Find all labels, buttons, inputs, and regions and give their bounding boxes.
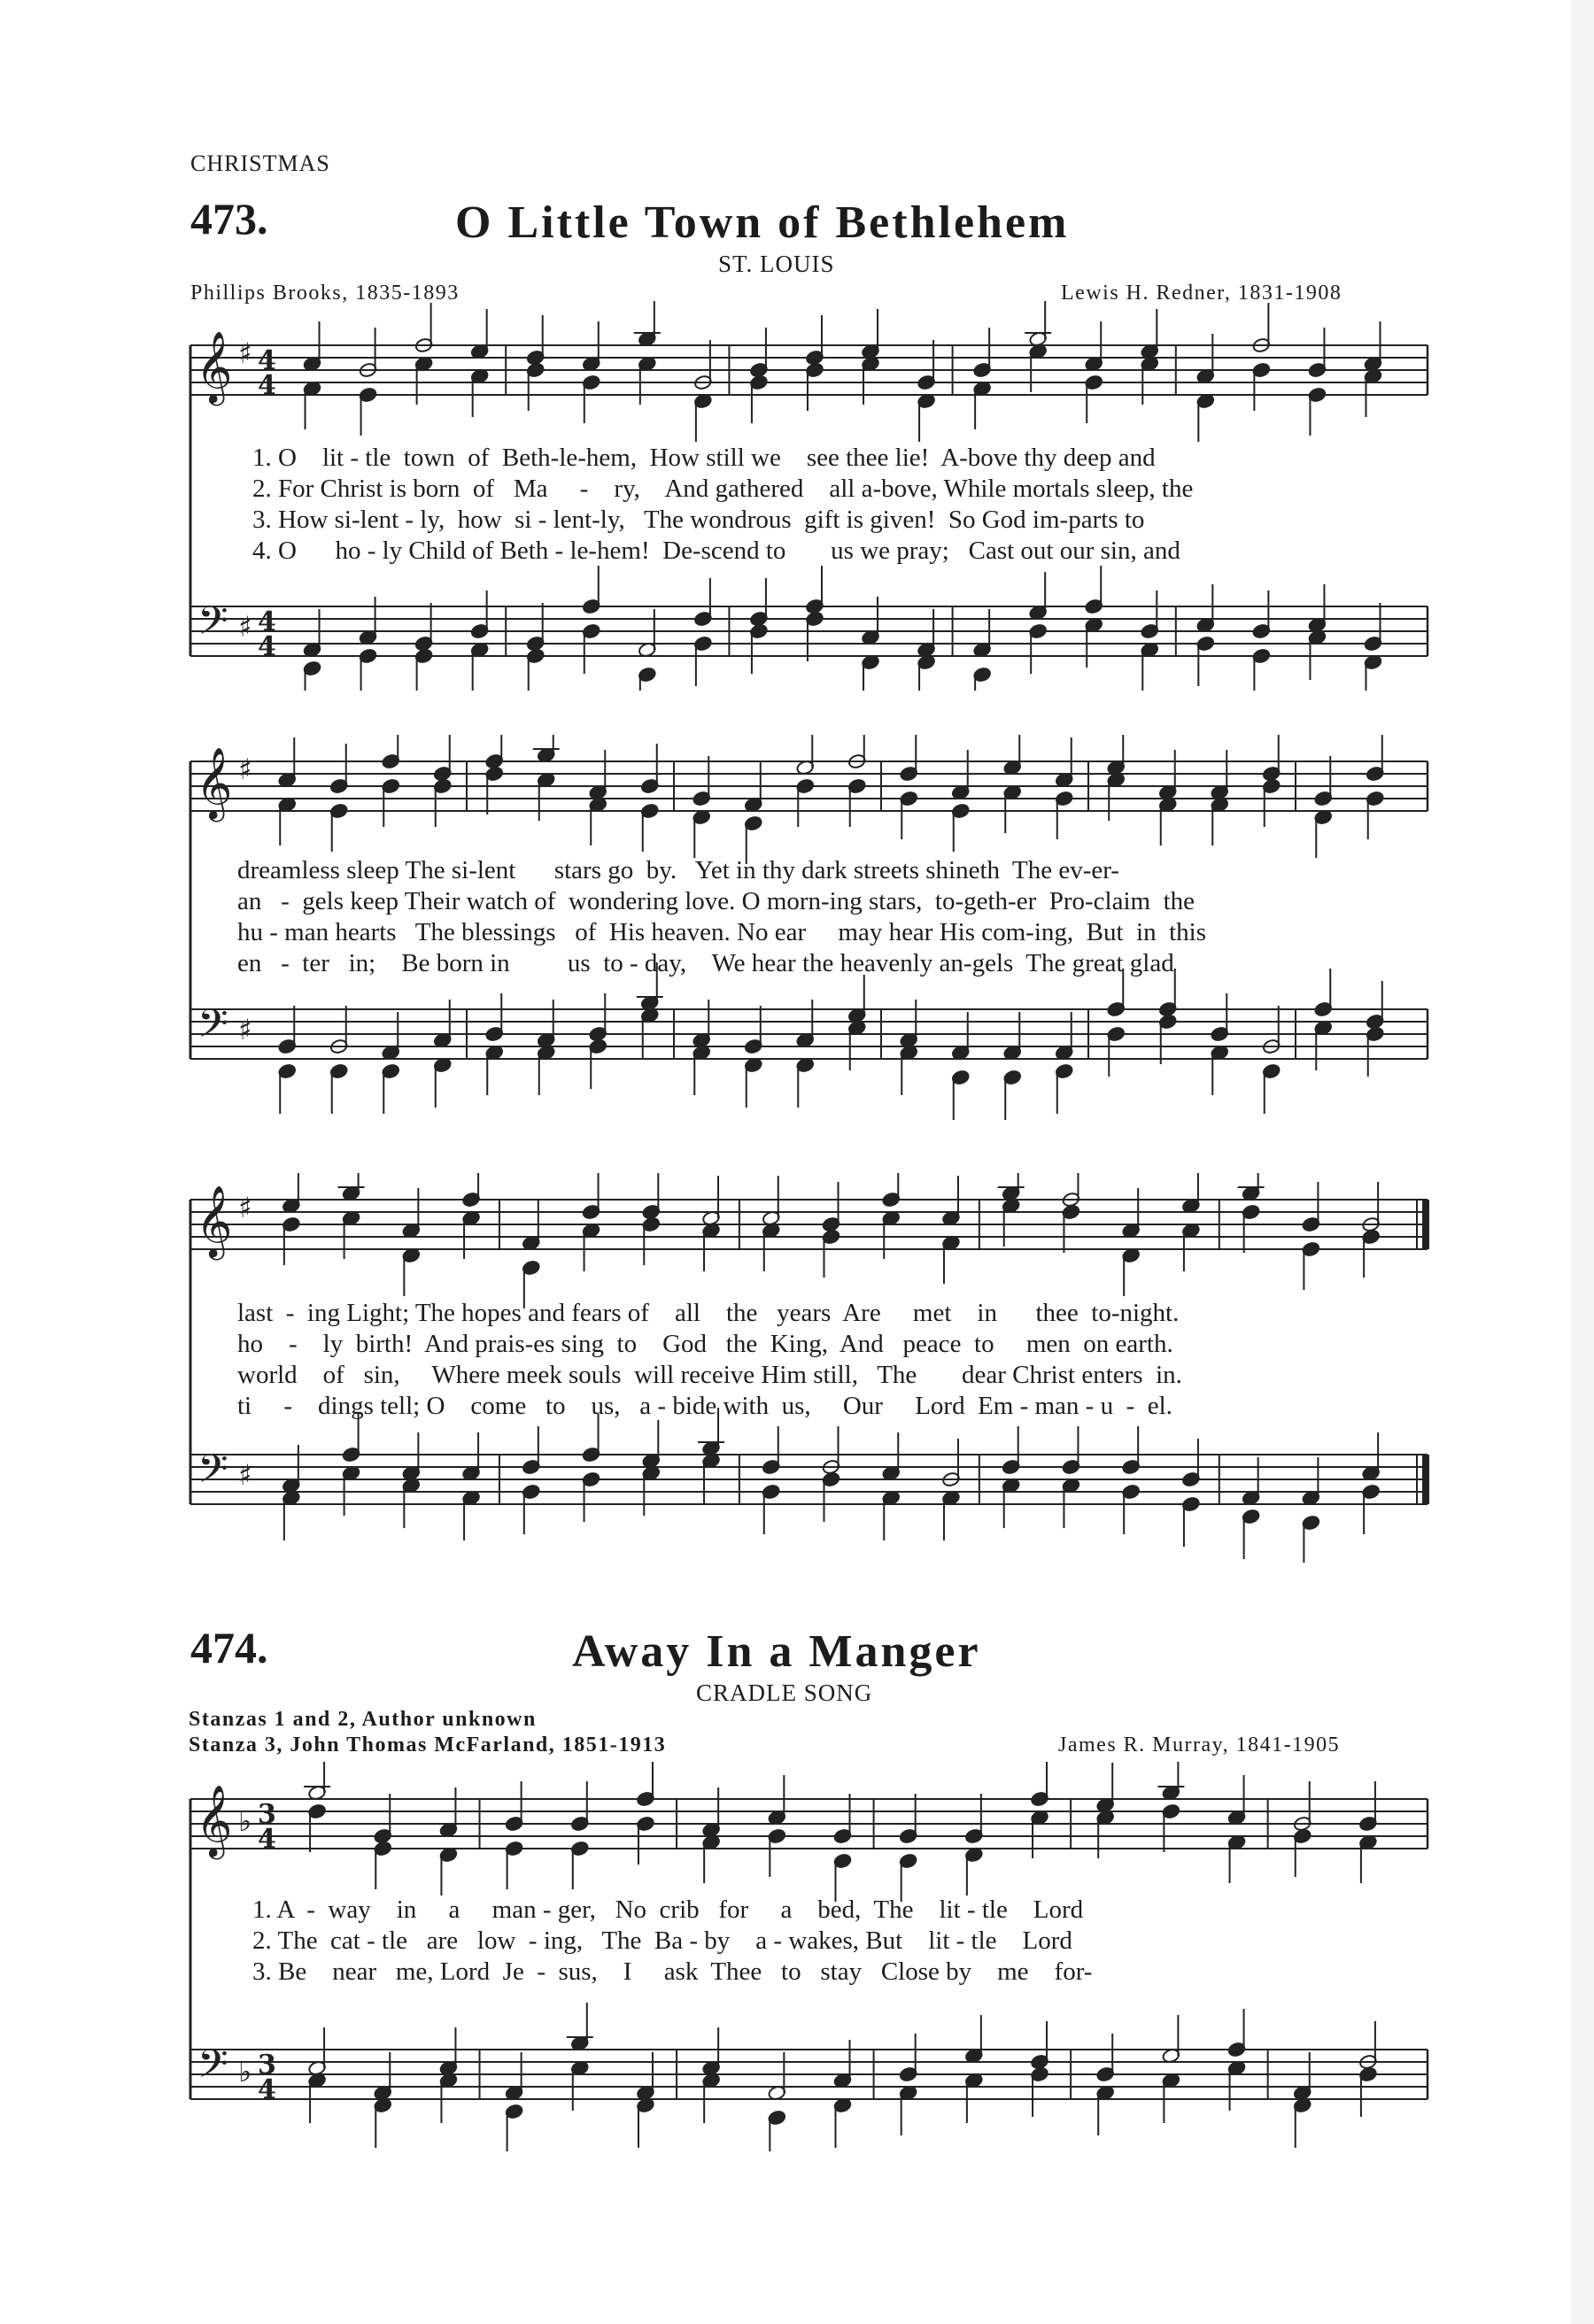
notes-group: [282, 1408, 1381, 1563]
lyric-line: ho - ly birth! And prais-es sing to God the King, And peace to men on earth.: [237, 1330, 1173, 1358]
time-signature: [258, 345, 276, 401]
hymn-title-474: Away In a Manger: [572, 1626, 981, 1677]
bass-clef-icon: 𝄢: [197, 2041, 228, 2096]
svg-text:4: 4: [258, 631, 276, 662]
svg-text:3: 3: [258, 2050, 276, 2081]
section-label: CHRISTMAS: [190, 151, 330, 176]
lyric-line: dreamless sleep The si-lent stars go by. Yet in thy dark streets shineth The ev-er-: [237, 856, 1119, 884]
lyric-line: an - gels keep Their watch of wondering love. O morn-ing stars, to-geth-er Pro-claim the: [237, 887, 1196, 915]
hymn-number-474: 474.: [190, 1623, 268, 1672]
lyric-line: 3. Be near me, Lord Je - sus, I ask Thee to stay Close by me for-: [252, 1957, 1093, 1986]
treble-clef-icon: 𝄞: [196, 746, 233, 819]
sharp-sign-icon: ♯: [238, 1013, 252, 1046]
notes-group: [278, 962, 1385, 1120]
page-edge-shadow: [1571, 0, 1594, 2324]
flat-sign-icon: ♭: [238, 1804, 252, 1838]
sharp-sign-icon: ♯: [238, 336, 252, 370]
tune-name-474: CRADLE SONG: [696, 1679, 873, 1706]
lyric-line: en - ter in; Be born in us to - day, We hear the heavenly an-gels The great glad: [237, 949, 1174, 977]
sharp-sign-icon: ♯: [238, 1191, 252, 1224]
lyric-line: 1. O lit - tle town of Beth-le-hem, How still we see thee lie! A-bove thy deep and: [252, 444, 1156, 472]
flat-sign-icon: ♭: [238, 2055, 252, 2089]
treble-clef-icon: 𝄞: [196, 330, 233, 403]
tune-name-473: ST. LOUIS: [718, 251, 835, 277]
treble-clef-icon: 𝄞: [196, 1185, 233, 1257]
time-signature: [258, 606, 276, 662]
time-signature: [258, 1799, 276, 1855]
music-credit-473: Lewis H. Redner, 1831-1908: [1061, 282, 1343, 305]
sharp-sign-icon: ♯: [238, 610, 252, 644]
svg-text:4: 4: [258, 370, 276, 401]
bass-clef-icon: 𝄢: [197, 1000, 228, 1056]
lyrics-block-474-1: [252, 1895, 1092, 1988]
time-signature: [258, 2050, 276, 2105]
notes-group: [303, 566, 1382, 691]
lyric-line: 2. For Christ is born of Ma - ry, And gathered all a-bove, While mortals sleep, the: [252, 475, 1194, 503]
lyric-line: last - ing Light; The hopes and fears of all the years Are met in thee to-night.: [237, 1299, 1180, 1327]
svg-text:4: 4: [258, 606, 276, 637]
lyrics-block-473-1: [252, 443, 1193, 567]
text-credit-474-b: Stanza 3, John Thomas McFarland, 1851-1913: [189, 1733, 667, 1757]
lyric-line: 1. A - way in a man - ger, No crib for a bed, The lit - tle Lord: [252, 1895, 1084, 1924]
sharp-sign-icon: ♯: [238, 1458, 252, 1492]
final-barline: [1422, 1200, 1429, 1249]
lyric-line: 3. How si-lent - ly, how si - lent-ly, The wondrous gift is given! So God im-parts to: [252, 506, 1145, 534]
notes-group: [303, 301, 1382, 442]
music-credit-474: James R. Murray, 1841-1905: [1058, 1733, 1341, 1757]
treble-clef-icon: 𝄞: [196, 1784, 233, 1857]
svg-text:4: 4: [258, 2074, 276, 2105]
sharp-sign-icon: ♯: [238, 753, 252, 786]
lyric-line: 2. The cat - tle are low - ing, The Ba - by a - wakes, But lit - tle Lord: [252, 1926, 1072, 1955]
lyrics-block-473-2: [237, 855, 1206, 979]
notes-group: [307, 2003, 1377, 2151]
lyric-line: ti - dings tell; O come to us, a - bide with us, Our Lord Em - man - u - el.: [237, 1392, 1172, 1420]
lyric-line: world of sin, Where meek souls will receive Him still, The dear Christ enters in.: [237, 1361, 1182, 1389]
svg-text:3: 3: [258, 1799, 276, 1830]
final-barline: [1422, 1455, 1429, 1504]
hymn-number-473: 473.: [190, 194, 268, 243]
lyric-line: hu - man hearts The blessings of His heaven. No ear may hear His com-ing, But in this: [237, 918, 1206, 946]
lyrics-block-473-3: [237, 1298, 1182, 1422]
notes-group: [282, 1173, 1381, 1309]
text-credit-473: Phillips Brooks, 1835-1893: [190, 282, 460, 305]
bass-clef-icon: 𝄢: [197, 598, 228, 653]
text-credit-474-a: Stanzas 1 and 2, Author unknown: [189, 1708, 537, 1731]
bass-clef-icon: 𝄢: [197, 1446, 228, 1502]
bass-staff: [190, 1455, 1428, 1504]
notes-group: [304, 1762, 1378, 1902]
hymn-title-473: O Little Town of Bethlehem: [455, 197, 1070, 248]
lyric-line: 4. O ho - ly Child of Beth - le-hem! De-scend to us we pray; Cast out our sin, and: [252, 537, 1180, 565]
svg-text:4: 4: [258, 1824, 276, 1855]
svg-text:4: 4: [258, 345, 276, 376]
treble-staff: [190, 1200, 1428, 1249]
